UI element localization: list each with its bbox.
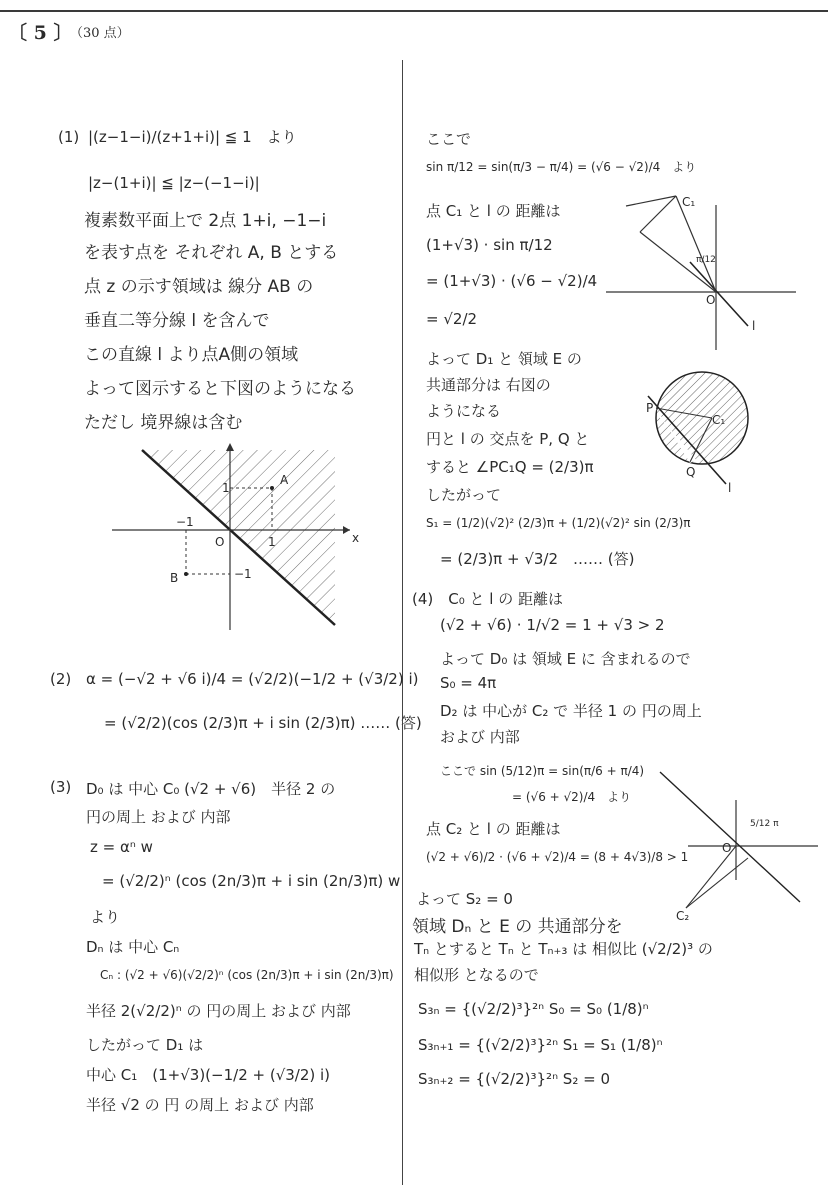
label-b: B	[170, 571, 179, 585]
line-9: ただし 境界線は含む	[84, 413, 243, 433]
fig1-l-label: l	[752, 319, 756, 333]
fig1-o-label: O	[706, 293, 716, 307]
tick-1-y: 1	[222, 481, 230, 495]
fig3-c2-label: C₂	[676, 909, 690, 923]
p3-line-f: Dₙ は 中心 Cₙ	[86, 938, 180, 956]
line-5: 点 z の示す領域は 線分 AB の	[84, 277, 314, 297]
r-line-19: D₂ は 中心が C₂ で 半径 1 の 円の周上	[440, 702, 702, 720]
r-line-13: S₁ = (1/2)(√2)² (2/3)π + (1/2)(√2)² sin (2/3)π	[426, 516, 691, 530]
r-line-3: 点 C₁ と l の 距離は	[426, 202, 561, 220]
r-line-26: 領域 Dₙ と E の 共通部分を	[412, 917, 623, 937]
r-line-30: S₃ₙ₊₁ = {(√2/2)³}²ⁿ S₁ = S₁ (1/8)ⁿ	[418, 1036, 663, 1054]
p3-line-d: = (√2/2)ⁿ (cos (2n/3)π + i sin (2n/3)π) w	[102, 872, 401, 890]
p2-line-a: α = (−√2 + √6 i)/4 = (√2/2)(−1/2 + (√3/2) i)	[86, 670, 419, 688]
p3-line-k: 半径 √2 の 円 の周上 および 内部	[86, 1096, 314, 1114]
tick-1-x: 1	[268, 535, 276, 549]
r-line-2: sin π/12 = sin(π/3 − π/4) = (√6 − √2)/4 より	[426, 160, 697, 174]
line-1: |(z−1−i)/(z+1+i)| ≦ 1 より	[88, 128, 297, 146]
r-line-18: S₀ = 4π	[440, 674, 497, 692]
r-line-23: 点 C₂ と l の 距離は	[426, 820, 561, 838]
r-line-14: = (2/3)π + √3/2 …… (答)	[440, 550, 635, 568]
p3-line-c: z = αⁿ w	[90, 838, 153, 856]
tick-m1-x: −1	[176, 515, 194, 529]
part3-label: (3)	[50, 778, 72, 796]
r-line-7: よって D₁ と 領域 E の	[426, 350, 582, 368]
x-label: x	[352, 531, 360, 545]
fig2-q-label: Q	[686, 465, 696, 479]
line-4: を表す点を それぞれ A, B とする	[84, 243, 339, 263]
line-6: 垂直二等分線 l を含んで	[84, 311, 270, 331]
p3-line-b: 円の周上 および 内部	[86, 808, 231, 826]
r-line-11: すると ∠PC₁Q = (2/3)π	[426, 458, 594, 476]
r-line-29: S₃ₙ = {(√2/2)³}²ⁿ S₀ = S₀ (1/8)ⁿ	[418, 1000, 649, 1018]
r-line-1: ここで	[426, 130, 472, 148]
fig2-l-label: l	[728, 481, 732, 495]
line-8: よって図示すると下図のようになる	[84, 379, 356, 399]
label-a: A	[280, 473, 289, 487]
problem-number: 〔 5 〕	[8, 22, 73, 44]
fig3-line-l	[660, 772, 800, 902]
r-line-17: よって D₀ は 領域 E に 含まれるので	[440, 650, 691, 668]
p3-line-j: 中心 C₁ (1+√3)(−1/2 + (√3/2) i)	[86, 1066, 331, 1084]
fig1-c1-label: C₁	[682, 195, 696, 209]
fig3-c2-foot	[686, 858, 748, 908]
r-line-5: = (1+√3) · (√6 − √2)/4	[426, 272, 598, 290]
fig3-angle-label: 5/12 π	[750, 819, 779, 829]
r-line-28: 相似形 となるので	[414, 966, 539, 984]
origin-label: O	[215, 535, 225, 549]
r-line-6: = √2/2	[426, 310, 478, 328]
r-line-16: (√2 + √6) · 1/√2 = 1 + √3 > 2	[440, 616, 665, 634]
r-line-15: (4) C₀ と l の 距離は	[412, 590, 563, 608]
p3-line-i: したがって D₁ は	[86, 1036, 204, 1054]
p3-line-h: 半径 2(√2/2)ⁿ の 円の周上 および 内部	[86, 1002, 351, 1020]
p3-line-a: D₀ は 中心 C₀ (√2 + √6) 半径 2 の	[86, 780, 336, 798]
fig1-angle-label: π/12	[696, 255, 716, 265]
tick-m1-y: −1	[234, 567, 252, 581]
fig2-c1-label: C₁	[712, 413, 726, 427]
r-line-25: よって S₂ = 0	[416, 890, 513, 908]
part1-label: (1)	[58, 128, 80, 146]
line-3: 複素数平面上で 2点 1+i, −1−i	[84, 211, 327, 231]
r-line-22: = (√6 + √2)/4 より	[512, 790, 632, 804]
line-7: この直線 l より点A側の領域	[84, 345, 299, 365]
p3-line-e: より	[90, 908, 121, 926]
r-line-8: 共通部分は 右図の	[426, 376, 551, 394]
r-line-9: ようになる	[426, 402, 502, 420]
p2-line-b: = (√2/2)(cos (2/3)π + i sin (2/3)π) …… (答)	[104, 714, 422, 732]
r-line-21: ここで sin (5/12)π = sin(π/6 + π/4)	[440, 764, 645, 778]
r-line-20: および 内部	[440, 728, 520, 746]
problem-points: （30 点）	[70, 26, 130, 41]
r-line-27: Tₙ とすると Tₙ と Tₙ₊₃ は 相似比 (√2/2)³ の	[414, 940, 713, 958]
r-line-4: (1+√3) · sin π/12	[426, 236, 553, 254]
part2-label: (2)	[50, 670, 72, 688]
r-line-10: 円と l の 交点を P, Q と	[426, 430, 590, 448]
r-line-24: (√2 + √6)/2 · (√6 + √2)/4 = (8 + 4√3)/8 > 1	[426, 850, 689, 864]
r-line-12: したがって	[426, 486, 502, 504]
line-2: |z−(1+i)| ≦ |z−(−1−i)|	[88, 174, 260, 192]
r-line-31: S₃ₙ₊₂ = {(√2/2)³}²ⁿ S₂ = 0	[418, 1070, 610, 1088]
fig3-c2-origin	[686, 846, 736, 908]
fig3-o-label: O	[722, 841, 732, 855]
fig2-p-label: P	[646, 401, 654, 415]
p3-line-g: Cₙ : (√2 + √6)(√2/2)ⁿ (cos (2n/3)π + i sin (2n/3)π)	[100, 968, 394, 982]
